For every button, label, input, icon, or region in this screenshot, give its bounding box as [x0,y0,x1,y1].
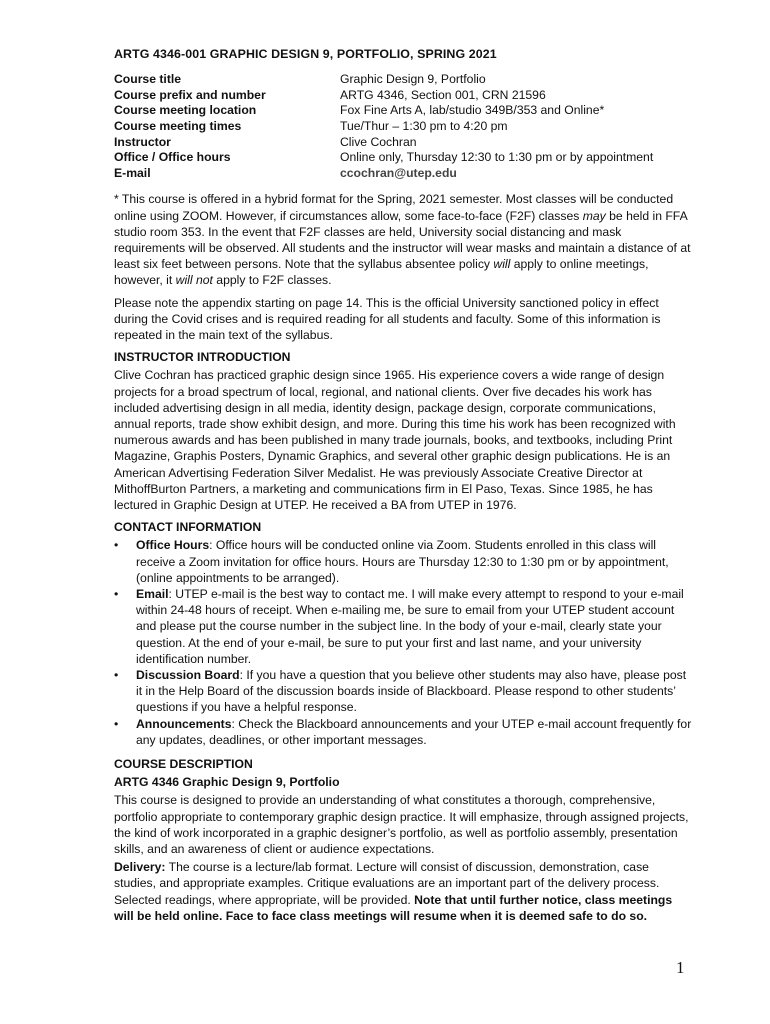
bullet-icon: • [114,716,119,731]
course-subheading: ARTG 4346 Graphic Design 9, Portfolio [114,775,340,790]
course-info-row [114,71,694,87]
note-text: apply to online meetings, however, it [114,257,649,288]
info-label: Course prefix and number [114,87,266,102]
info-label: Course meeting times [114,118,242,133]
course-info-row [114,102,694,118]
page-number: 1 [676,958,685,977]
list-item-term: Announcements [136,716,232,731]
hybrid-format-note [114,191,694,288]
document-title: ARTG 4346-001 GRAPHIC DESIGN 9, PORTFOLIO, SPRING 2021 [114,47,497,61]
info-value: Tue/Thur – 1:30 pm to 4:20 pm [340,118,508,133]
bullet-icon: • [114,668,119,683]
course-info-row [114,118,694,134]
list-item-text: : If you have a question that you believe other students may also have, please post it in the Help Board of the discussion boards inside of Blackboard. Please respond to other students’ questions if you have a helpful response. [136,668,687,715]
course-info-row [114,134,694,150]
info-label: E-mail [114,165,151,180]
appendix-note: Please note the appendix starting on page 14. This is the official University sanctioned policy in effect during the Covid crises and is required reading for all students and faculty. Some of this information is repeated in the main text of the syllabus. [114,295,661,342]
list-item [114,537,694,586]
list-item-term: Discussion Board [136,668,240,683]
delivery-term: Delivery: [114,860,166,875]
delivery-paragraph [114,859,694,924]
info-label: Office / Office hours [114,150,231,165]
info-value: Graphic Design 9, Portfolio [340,72,486,87]
info-label: Course title [114,72,182,87]
contact-info-heading: CONTACT INFORMATION [114,520,262,535]
info-value: Clive Cochran [340,134,417,149]
list-item [114,586,694,667]
note-emphasis: will [493,257,511,272]
note-emphasis: may [582,208,606,223]
list-item [114,667,694,716]
list-item-term: Office Hours [136,538,210,553]
course-description-heading: COURSE DESCRIPTION [114,757,253,772]
course-info-row [114,149,694,165]
list-item-term: Email [136,587,169,602]
info-label: Instructor [114,134,171,149]
note-text: apply to F2F classes. [212,273,332,288]
list-item-text: : Office hours will be conducted online via Zoom. Students enrolled in this class will receive a Zoom invitation for office hours. Hours are Thursday 12:30 to 1:30 pm or by appointment, (online appointments to be arranged). [136,538,669,585]
info-value: Online only, Thursday 12:30 to 1:30 pm or by appointment [340,150,654,165]
bullet-icon: • [114,587,119,602]
course-info-row [114,165,694,181]
instructor-intro-heading: INSTRUCTOR INTRODUCTION [114,350,291,365]
instructor-email-link[interactable]: ccochran@utep.edu [340,165,457,180]
list-item [114,716,694,748]
contact-list [114,537,694,748]
note-text: * This course is offered in a hybrid format for the Spring, 2021 semester. Most classes will be conducted online using ZOOM. However, if circumstances allow, some face-to-face (F2F) classes [114,192,674,223]
bullet-icon: • [114,538,119,553]
course-description-body: This course is designed to provide an understanding of what constitutes a thorough, comprehensive, portfolio appropriate to contemporary graphic design practice. It will emphasize, through assigned projects, the kind of work incorporated in a graphic designer’s portfolio, as well as portfolio assembly, presentation skills, and an awareness of client or audience expectations. [114,793,689,857]
note-emphasis: will not [175,273,213,288]
note-text: be held in FFA studio room 353. In the event that F2F classes are held, University social distancing and mask requirements will be observed. All students and the instructor will wear masks and maintain a distance of at least six feet between persons. Note that the syllabus absentee policy [114,208,691,272]
info-value: ARTG 4346, Section 001, CRN 21596 [340,87,546,102]
instructor-intro-body: Clive Cochran has practiced graphic design since 1965. His experience covers a wide range of design projects for a broad spectrum of local, regional, and national clients. Over five decades his work has included advertising design in all media, identity design, package design, corporate communications, annual reports, trade show exhibit design, and more. During this time his work has been recognized with numerous awards and has been published in many trade journals, books, and textbooks, including Print Magazine, Graphis Posters, Dynamic Graphics, and several other graphic design publications. He is an American Advertising Federation Silver Medalist. He was previously Associate Creative Director at MithoffBurton Partners, a marketing and communications firm in El Paso, Texas. Since 1985, he has lectured in Graphic Design at UTEP. He received a BA from UTEP in 1976. [114,368,676,513]
info-value: Fox Fine Arts A, lab/studio 349B/353 and Online* [340,103,605,118]
info-label: Course meeting location [114,103,257,118]
delivery-notice: Note that until further notice, class meetings will be held online. Face to face class meetings will resume when it is deemed safe to do so. [114,892,673,923]
list-item-text: : UTEP e-mail is the best way to contact me. I will make every attempt to respond to your e-mail within 24-48 hours of receipt. When e-mailing me, be sure to email from your UTEP student account and please put the course number in the subject line. In the body of your e-mail, clearly state your question. At the end of your e-mail, be sure to put your first and last name, and your university identification number. [136,587,684,666]
course-info-table [114,71,694,180]
syllabus-page [114,46,694,930]
list-item-text: : Check the Blackboard announcements and your UTEP e-mail account frequently for any updates, deadlines, or other important messages. [136,716,692,747]
course-info-row [114,87,694,103]
delivery-text: The course is a lecture/lab format. Lecture will consist of discussion, demonstration, case studies, and appropriate examples. Critique evaluations are an important part of the delivery process. Selected readings, where appropriate, will be provided. [114,860,660,907]
